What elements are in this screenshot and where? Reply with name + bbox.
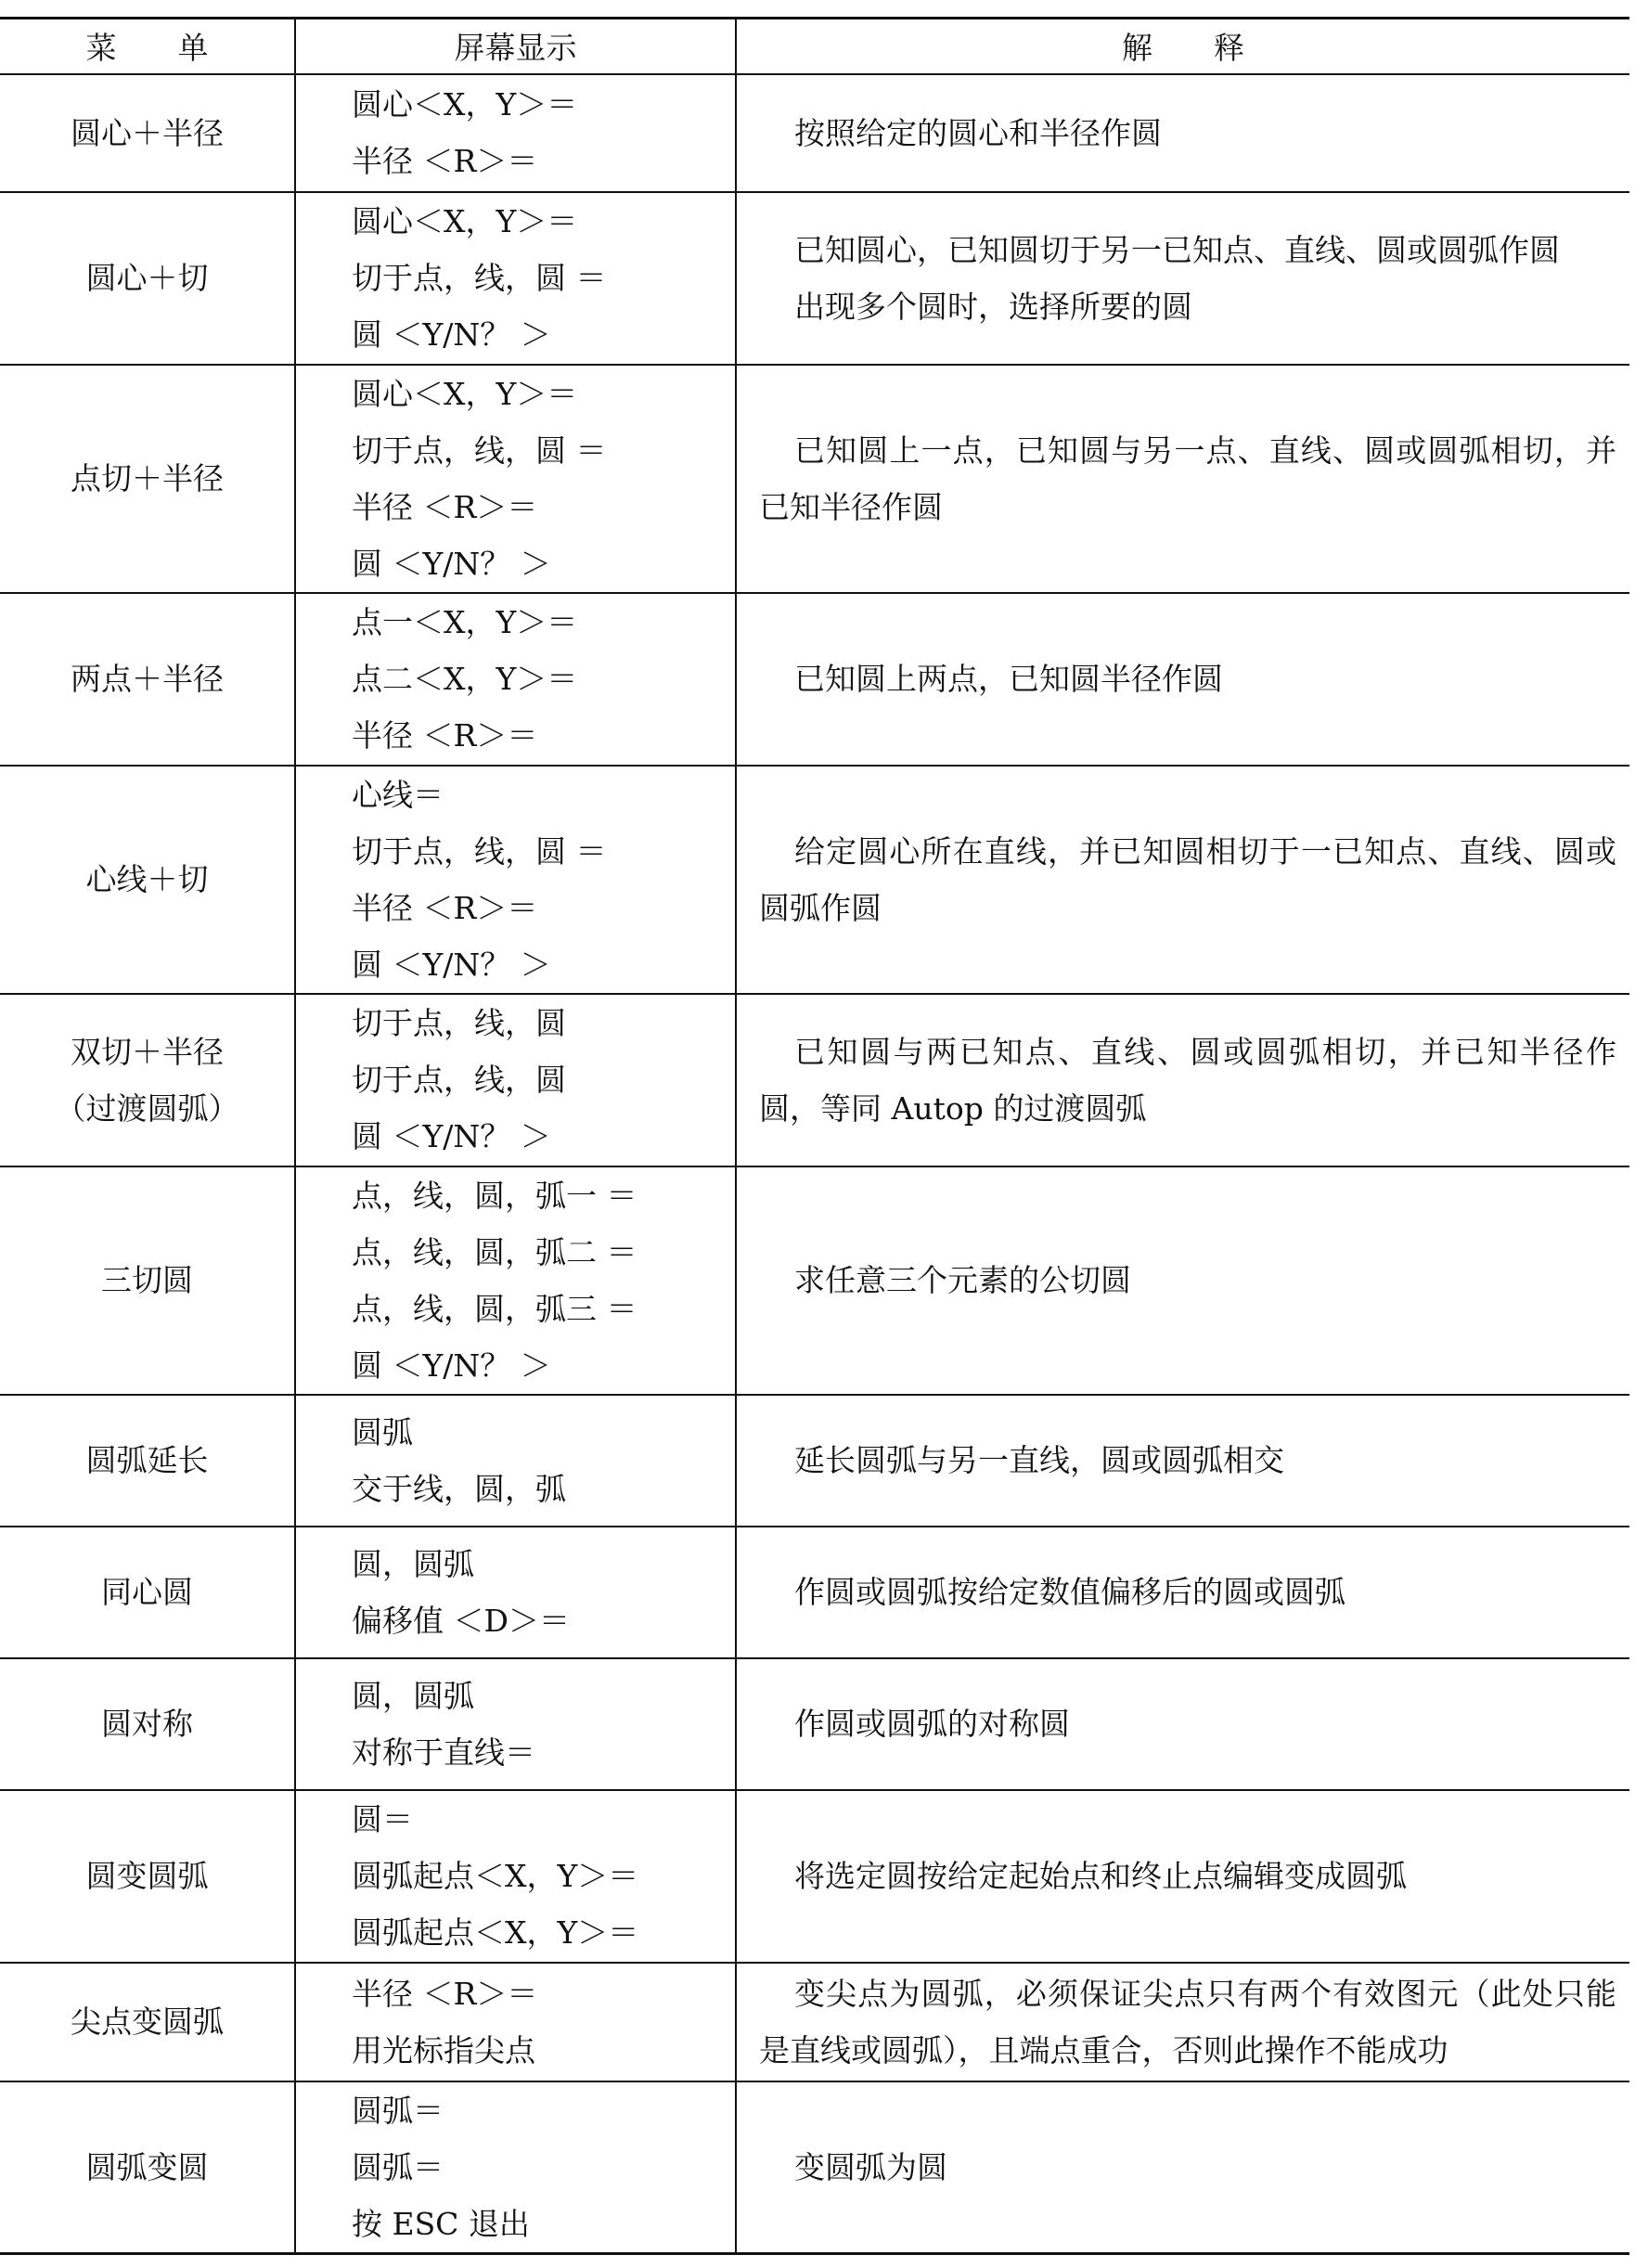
explanation-cell	[736, 1527, 1629, 1658]
screen-prompt-line: 切于点，线，圆 ＝	[352, 260, 607, 296]
menu-label: 心线＋切	[85, 861, 209, 897]
menu-label: 圆弧变圆	[85, 2148, 209, 2185]
screen-prompt-line: 半径 ＜R＞＝	[352, 889, 538, 926]
table-row	[0, 1658, 1629, 1790]
screen-prompt-line: 圆弧起点＜X，Y＞＝	[352, 1914, 639, 1951]
menu-cell	[0, 2081, 295, 2254]
menu-cell	[0, 74, 295, 192]
explanation-cell	[736, 365, 1629, 593]
screen-prompt-cell	[295, 2081, 736, 2254]
screen-prompt-line: 点，线，圆，弧二 ＝	[352, 1233, 637, 1270]
menu-label: 圆心＋半径	[71, 114, 224, 151]
screen-prompt-line: 点，线，圆，弧三 ＝	[352, 1290, 637, 1327]
explanation-cell	[736, 1166, 1629, 1395]
explanation-text: 已知圆与两已知点、直线、圆或圆弧相切，并已知半径作圆，等同 Autop 的过渡圆弧	[759, 1033, 1616, 1127]
screen-prompt-line: 点一＜X，Y＞＝	[352, 604, 578, 640]
screen-prompt-cell	[295, 192, 736, 365]
explanation-cell	[736, 1790, 1629, 1963]
screen-prompt-line: 用光标指尖点	[352, 2031, 535, 2068]
screen-prompt-line: 对称于直线＝	[352, 1733, 535, 1771]
table-row	[0, 1963, 1629, 2081]
table-body	[0, 74, 1629, 2254]
explanation-cell	[736, 192, 1629, 365]
table-row	[0, 1395, 1629, 1527]
explanation-cell	[736, 1395, 1629, 1527]
screen-prompt-line: 圆 ＜Y/N？ ＞	[352, 1118, 551, 1154]
table-row	[0, 1790, 1629, 1963]
screen-prompt-line: 圆＝	[352, 1801, 413, 1837]
table-row	[0, 593, 1629, 766]
menu-label: 圆心＋切	[85, 260, 209, 296]
explanation-text: 已知圆上一点，已知圆与另一点、直线、圆或圆弧相切，并已知半径作圆	[759, 432, 1616, 525]
screen-prompt-line: 半径 ＜R＞＝	[352, 143, 538, 179]
table-row	[0, 994, 1629, 1166]
explanation-text: 出现多个圆时，选择所要的圆	[794, 288, 1192, 325]
explanation-text: 按照给定的圆心和半径作圆	[794, 114, 1162, 151]
header-menu: 菜 单	[0, 19, 295, 74]
menu-cell	[0, 1963, 295, 2081]
header-explain: 解 释	[736, 19, 1629, 74]
screen-prompt-line: 心线＝	[352, 776, 444, 813]
screen-prompt-line: 圆心＜X，Y＞＝	[352, 203, 578, 239]
explanation-cell	[736, 1658, 1629, 1790]
menu-cell	[0, 365, 295, 593]
screen-prompt-line: 圆弧	[352, 1413, 413, 1450]
screen-prompt-line: 圆 ＜Y/N？ ＞	[352, 316, 551, 353]
header-row	[0, 19, 1629, 74]
explanation-cell	[736, 2081, 1629, 2254]
table-row	[0, 1527, 1629, 1658]
screen-prompt-line: 圆弧起点＜X，Y＞＝	[352, 1858, 639, 1894]
screen-prompt-cell	[295, 994, 736, 1166]
explanation-text: 作圆或圆弧的对称圆	[794, 1706, 1070, 1742]
screen-prompt-cell	[295, 593, 736, 766]
explanation-text: 给定圆心所在直线，并已知圆相切于一已知点、直线、圆或圆弧作圆	[759, 832, 1616, 926]
menu-label: 点切＋半径	[71, 460, 224, 496]
menu-label: 三切圆	[101, 1262, 193, 1298]
screen-prompt-line: 偏移值 ＜D＞＝	[352, 1602, 570, 1639]
explanation-cell	[736, 74, 1629, 192]
screen-prompt-line: 圆，圆弧	[352, 1545, 474, 1582]
menu-cell	[0, 766, 295, 994]
explanation-text: 变尖点为圆弧，必须保证尖点只有两个有效图元（此处只能是直线或圆弧），且端点重合，否则此操作不能成功	[759, 1975, 1616, 2068]
screen-prompt-line: 切于点，线，圆	[352, 1005, 566, 1041]
screen-prompt-line: 圆弧＝	[352, 2148, 444, 2185]
menu-label: 尖点变圆弧	[71, 2004, 224, 2040]
table-container	[0, 17, 1629, 2255]
screen-prompt-line: 交于线，圆，弧	[352, 1470, 566, 1507]
screen-prompt-line: 切于点，线，圆 ＝	[352, 832, 607, 870]
explanation-text: 作圆或圆弧按给定数值偏移后的圆或圆弧	[794, 1574, 1345, 1610]
table-row	[0, 1166, 1629, 1395]
header-screen: 屏幕显示	[295, 19, 736, 74]
menu-cell	[0, 192, 295, 365]
screen-prompt-cell	[295, 1395, 736, 1527]
screen-prompt-line: 半径 ＜R＞＝	[352, 488, 538, 525]
menu-cell	[0, 1790, 295, 1963]
screen-prompt-cell	[295, 1963, 736, 2081]
screen-prompt-cell	[295, 766, 736, 994]
screen-prompt-line: 圆 ＜Y/N？ ＞	[352, 1347, 551, 1384]
menu-label: 同心圆	[101, 1574, 193, 1610]
menu-cell	[0, 1658, 295, 1790]
menu-label: 圆对称	[101, 1706, 193, 1742]
screen-prompt-cell	[295, 365, 736, 593]
menu-cell	[0, 593, 295, 766]
explanation-cell	[736, 994, 1629, 1166]
explanation-text: 已知圆上两点，已知圆半径作圆	[794, 661, 1223, 697]
screen-prompt-line: 圆，圆弧	[352, 1677, 474, 1714]
menu-label: 圆变圆弧	[85, 1858, 209, 1894]
explanation-text: 变圆弧为圆	[794, 2148, 947, 2185]
explanation-cell	[736, 766, 1629, 994]
screen-prompt-line: 圆心＜X，Y＞＝	[352, 375, 578, 412]
menu-label: （过渡圆弧）	[55, 1089, 239, 1127]
menu-label: 圆弧延长	[85, 1442, 209, 1478]
menu-label: 两点＋半径	[71, 661, 224, 697]
menu-cell	[0, 994, 295, 1166]
explanation-text: 将选定圆按给定起始点和终止点编辑变成圆弧	[794, 1858, 1407, 1894]
menu-cell	[0, 1395, 295, 1527]
explanation-text: 已知圆心，已知圆切于另一已知点、直线、圆或圆弧作圆	[794, 231, 1560, 268]
screen-prompt-cell	[295, 74, 736, 192]
screen-prompt-line: 按 ESC 退出	[352, 2205, 530, 2242]
table-row	[0, 192, 1629, 365]
screen-prompt-line: 圆 ＜Y/N？ ＞	[352, 946, 551, 983]
screen-prompt-line: 切于点，线，圆 ＝	[352, 432, 607, 469]
screen-prompt-cell	[295, 1790, 736, 1963]
explanation-cell	[736, 1963, 1629, 2081]
screen-prompt-line: 切于点，线，圆	[352, 1062, 566, 1098]
screen-prompt-line: 半径 ＜R＞＝	[352, 1975, 538, 2012]
screen-prompt-line: 点二＜X，Y＞＝	[352, 661, 578, 697]
explanation-text: 求任意三个元素的公切圆	[794, 1262, 1131, 1298]
screen-prompt-cell	[295, 1166, 736, 1395]
menu-label: 双切＋半径	[71, 1033, 224, 1070]
screen-prompt-line: 圆心＜X，Y＞＝	[352, 86, 578, 122]
screen-prompt-line: 点，线，圆，弧一 ＝	[352, 1177, 637, 1214]
screen-prompt-cell	[295, 1658, 736, 1790]
table-row	[0, 365, 1629, 593]
screen-prompt-line: 圆弧＝	[352, 2092, 444, 2129]
explanation-cell	[736, 593, 1629, 766]
menu-cell	[0, 1166, 295, 1395]
explanation-text: 延长圆弧与另一直线，圆或圆弧相交	[794, 1442, 1284, 1478]
table-row	[0, 766, 1629, 994]
table-row	[0, 2081, 1629, 2254]
screen-prompt-line: 半径 ＜R＞＝	[352, 717, 538, 754]
circle-commands-table	[0, 17, 1629, 2255]
menu-cell	[0, 1527, 295, 1658]
table-row	[0, 74, 1629, 192]
screen-prompt-cell	[295, 1527, 736, 1658]
screen-prompt-line: 圆 ＜Y/N？ ＞	[352, 545, 551, 582]
